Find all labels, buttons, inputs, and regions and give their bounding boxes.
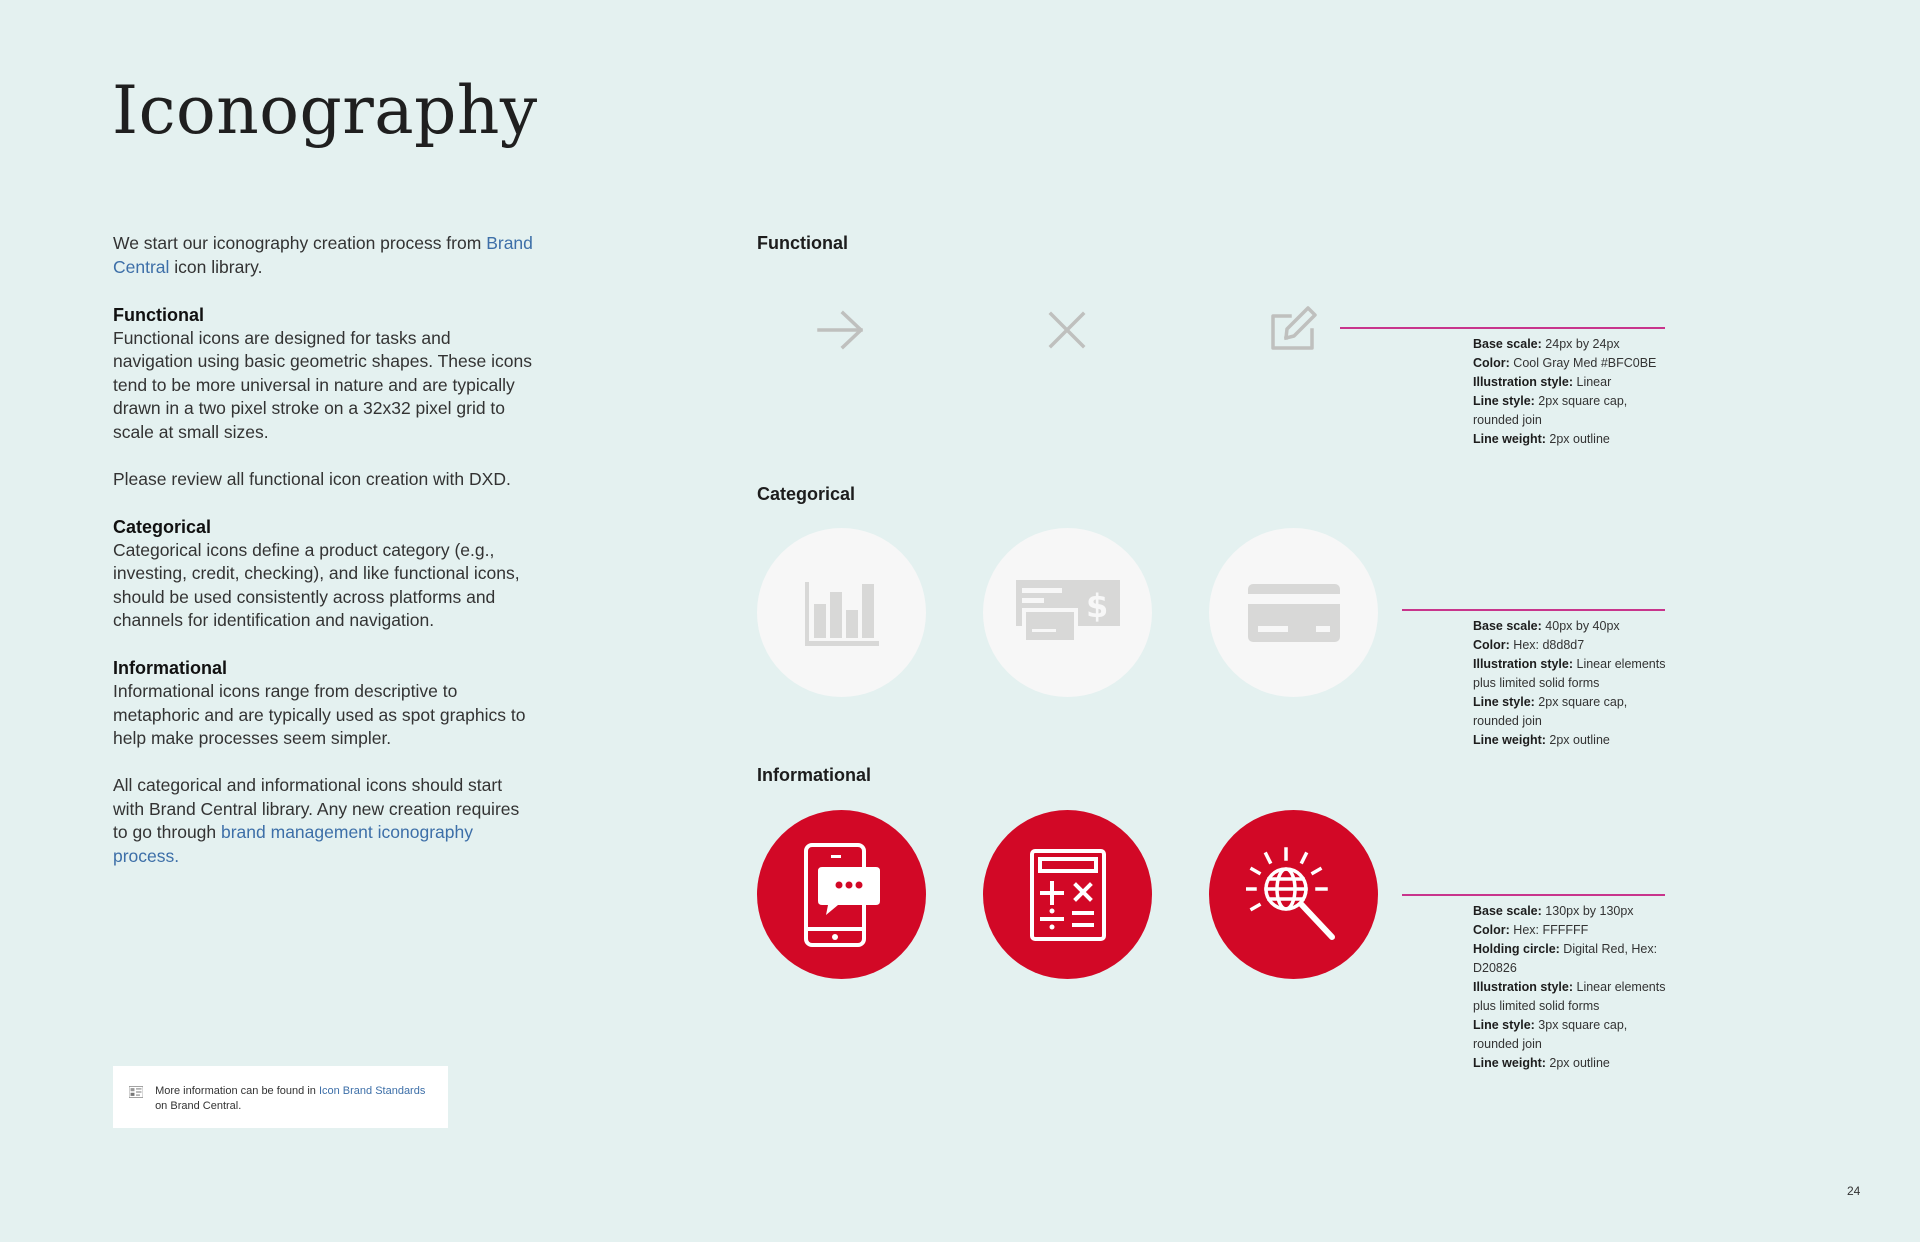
- informational-specs: [1473, 902, 1673, 1073]
- intro-text: We start our iconography creation process from: [113, 233, 487, 253]
- note-text: More information can be found in Icon Brand Standards on Brand Central.: [155, 1085, 426, 1112]
- spec-line: Line style: 3px square cap, rounded join: [1473, 1018, 1628, 1051]
- functional-divider: [1340, 327, 1665, 329]
- credit-card-icon: [1209, 528, 1378, 697]
- informational-heading: Informational: [113, 658, 228, 678]
- bar-chart-icon: [757, 528, 926, 697]
- globe-search-icon: [1209, 810, 1378, 979]
- spec-line: Line style: 2px square cap, rounded join: [1473, 394, 1628, 427]
- informational-divider: [1402, 894, 1665, 896]
- spec-line: Illustration style: Linear elements plus limited solid forms: [1473, 980, 1666, 1013]
- spec-line: Color: Hex: FFFFFF: [1473, 923, 1589, 937]
- calculator-icon: [983, 810, 1152, 979]
- intro-paragraph: [113, 232, 533, 279]
- icon-brand-standards-link[interactable]: Icon Brand Standards: [318, 1085, 426, 1097]
- spec-line: Color: Hex: d8d8d7: [1473, 638, 1585, 652]
- informational-label: Informational: [757, 765, 872, 785]
- spec-line: Line weight: 2px outline: [1473, 733, 1610, 747]
- brand-central-link[interactable]: Brand Central: [113, 233, 533, 277]
- more-info-note: [113, 1066, 448, 1128]
- description-column: [113, 232, 533, 892]
- categorical-label: Categorical: [757, 484, 856, 504]
- functional-body: Functional icons are designed for tasks and navigation using basic geometric shapes. These icons tend to be more universal in nature and are typically drawn in a two pixel stroke on a 32x32 pixel grid to scale at small sizes.: [113, 327, 532, 442]
- edit-icon: [1244, 290, 1344, 370]
- spec-line: Line weight: 2px outline: [1473, 1056, 1610, 1070]
- spec-line: Line style: 2px square cap, rounded join: [1473, 695, 1628, 728]
- svg-text:$: $: [1085, 586, 1108, 625]
- categorical-divider: [1402, 609, 1665, 611]
- check-icon: [983, 528, 1152, 697]
- mobile-chat-icon: [757, 810, 926, 979]
- spec-line: Base scale: 24px by 24px: [1473, 337, 1620, 351]
- close-icon: [1017, 290, 1117, 370]
- page-title: Iconography: [112, 72, 538, 149]
- closing-text: All categorical and informational icons should start with Brand Central library. Any new creation requires to go through: [113, 775, 520, 842]
- info-thumbnail-icon: [129, 1085, 143, 1099]
- brand-management-link[interactable]: brand management iconography process.: [113, 822, 473, 866]
- intro-text-end: icon library.: [169, 256, 263, 277]
- functional-specs: [1473, 335, 1673, 449]
- closing-paragraph: [113, 774, 533, 868]
- spec-line: Base scale: 40px by 40px: [1473, 619, 1620, 633]
- categorical-heading: Categorical: [113, 516, 212, 537]
- spec-line: Line weight: 2px outline: [1473, 432, 1610, 446]
- categorical-body: Categorical icons define a product category (e.g., investing, credit, checking), and like functional icons, should be used consistently across platforms and channels for identification and navigation.: [113, 539, 520, 630]
- spec-line: Illustration style: Linear: [1473, 375, 1612, 389]
- spec-line: Base scale: 130px by 130px: [1473, 904, 1634, 918]
- spec-line: Holding circle: Digital Red, Hex: D20826: [1473, 942, 1658, 975]
- spec-line: Color: Cool Gray Med #BFC0BE: [1473, 356, 1657, 370]
- informational-body: Informational icons range from descriptive to metaphoric and are typically used as spot graphics to help make processes seem simpler.: [113, 681, 526, 748]
- page-number: 24: [1847, 1184, 1861, 1198]
- categorical-specs: [1473, 617, 1673, 750]
- functional-review-note: Please review all functional icon creation with DXD.: [113, 468, 511, 489]
- arrow-right-icon: [791, 290, 891, 370]
- functional-heading: Functional: [113, 304, 204, 325]
- functional-label: Functional: [757, 233, 848, 253]
- spec-line: Illustration style: Linear elements plus limited solid forms: [1473, 657, 1666, 690]
